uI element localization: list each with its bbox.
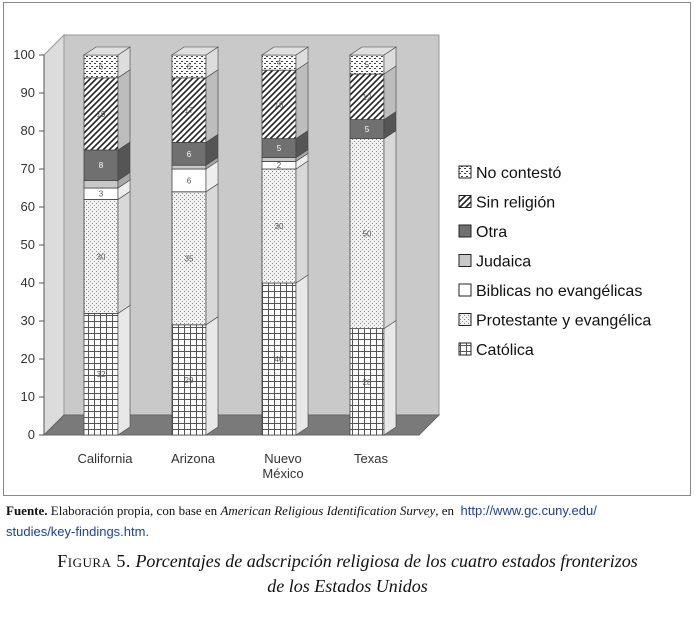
legend (447, 153, 687, 366)
bar-value-label: 29 (184, 375, 194, 385)
bar-side-protestante (296, 161, 308, 283)
bar-value-label: 50 (362, 229, 372, 239)
legend-label-protestante: Protestante y evangélica (476, 312, 652, 330)
bar-side-catolica (206, 317, 218, 435)
bar-value-label: 12 (362, 92, 372, 102)
source-label: Fuente. (6, 503, 48, 518)
legend-swatch-sin (459, 196, 471, 208)
bar-value-label: 5 (276, 144, 282, 154)
legend-label-otra: Otra (476, 224, 508, 241)
category-label: Texas (354, 451, 388, 466)
figure-caption-line2 (0, 574, 695, 599)
bar-side-protestante (118, 191, 130, 313)
figure-caption (0, 549, 695, 599)
chart-frame (3, 2, 691, 496)
bar-value-label: 32 (96, 370, 106, 380)
y-tick-label: 100 (13, 47, 35, 62)
category-labels (78, 451, 389, 481)
bar-side-catolica (118, 305, 130, 435)
plot-side-wall (44, 35, 64, 435)
bar-value-label: 8 (98, 161, 104, 171)
legend-swatch-nocontesto (459, 166, 471, 178)
bar-value-label: 28 (362, 377, 372, 387)
bar-segment-judaica (172, 165, 206, 169)
bar-side-protestante (206, 184, 218, 325)
bar-stack (350, 47, 396, 435)
source-url-part1[interactable]: http://www.gc.cuny.edu/ (460, 503, 597, 518)
bar-stack (262, 47, 308, 435)
bar-value-label: 5 (364, 60, 370, 70)
figure-label: Figura 5. (57, 551, 131, 571)
figure-title-line2: de los Estados Unidos (267, 576, 428, 596)
chart-svg (4, 3, 692, 497)
category-label: California (77, 451, 133, 466)
legend-label-biblicas: Biblicas no evangélicas (476, 283, 643, 300)
bar-value-label: 30 (274, 222, 284, 231)
bar-value-label: 35 (184, 254, 194, 264)
legend-swatch-protestante (459, 314, 471, 326)
bar-value-label: 30 (96, 252, 106, 262)
bar-stack (172, 47, 218, 435)
bar-segment-judaica (84, 180, 118, 188)
source-survey-name: American Religious Identification Survey (220, 503, 436, 518)
bar-value-label: 40 (274, 355, 284, 364)
source-url-part2[interactable]: studies/key-findings.htm. (6, 524, 150, 539)
category-label: Nuevo México (262, 451, 304, 481)
y-tick-label: 70 (20, 161, 35, 176)
bar-value-label: 5 (364, 125, 370, 135)
y-tick-label: 30 (20, 313, 35, 328)
y-axis-ticks (13, 47, 44, 442)
bar-side-sin (206, 70, 218, 143)
bar-side-protestante (384, 131, 396, 329)
category-label: Arizona (170, 451, 216, 466)
y-tick-label: 50 (20, 237, 35, 252)
source-text-after: , en (435, 503, 458, 518)
source-text-before: Elaboración propia, con base en (47, 503, 221, 518)
bar-value-label: 3 (98, 189, 104, 199)
bar-value-label: 18 (274, 100, 284, 110)
source-note (6, 500, 692, 542)
legend-label-judaica: Judaica (476, 253, 532, 271)
y-tick-label: 80 (20, 123, 35, 138)
bar-side-sin (118, 70, 130, 150)
legend-label-nocontesto: No contestó (476, 165, 562, 182)
y-tick-label: 20 (20, 351, 35, 366)
y-tick-label: 0 (27, 427, 35, 442)
bar-side-sin (296, 62, 308, 138)
legend-swatch-otra (459, 225, 471, 237)
legend-swatch-judaica (459, 255, 471, 267)
bar-side-catolica (296, 275, 308, 435)
bar-value-label: 6 (186, 62, 192, 72)
legend-label-sin: Sin religión (476, 194, 556, 212)
bar-value-label: 4 (276, 58, 282, 68)
legend-swatch-biblicas (459, 284, 471, 296)
y-tick-label: 10 (20, 389, 35, 404)
legend-swatch-catolica (459, 343, 471, 355)
bar-value-label: 17 (184, 106, 194, 116)
bar-value-label: 6 (98, 62, 104, 72)
bar-value-label: 6 (186, 149, 192, 159)
figure-caption-line1 (0, 549, 695, 574)
y-tick-label: 60 (20, 199, 35, 214)
y-tick-label: 90 (20, 85, 35, 100)
bar-value-label: 6 (186, 176, 192, 186)
bar-value-label: 2 (276, 161, 282, 171)
bar-stack (84, 47, 130, 435)
bar-value-label: 19 (96, 109, 106, 119)
figure-title-line1: Porcentajes de adscripción religiosa de los cuatro estados fronterizos (135, 551, 638, 571)
legend-label-catolica: Católica (476, 342, 534, 359)
y-tick-label: 40 (20, 275, 35, 290)
bar-segment-judaica (262, 158, 296, 162)
bar-side-sin (384, 66, 396, 120)
bar-side-catolica (384, 321, 396, 435)
